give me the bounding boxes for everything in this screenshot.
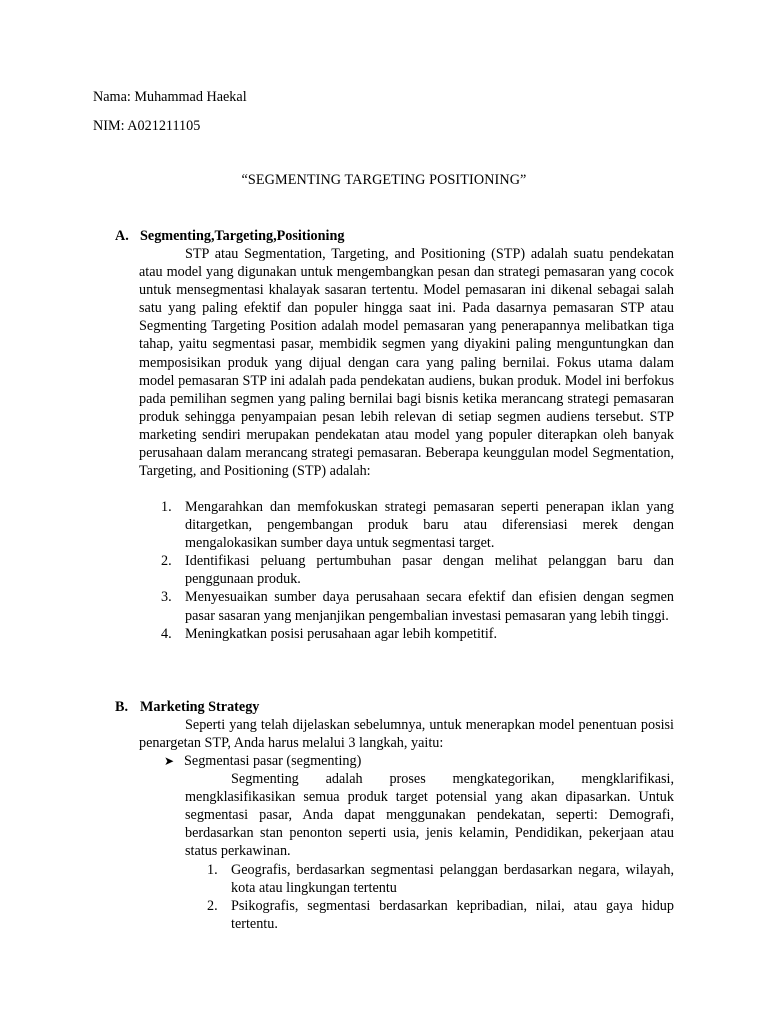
list-number: 1. — [161, 499, 172, 515]
section-b-title: Marketing Strategy — [140, 699, 260, 715]
list-number: 2. — [207, 898, 218, 915]
section-b-paragraph: Seperti yang telah dijelaskan sebelumnya, untuk menerapkan model penentuan posisi penargetan STP, Anda harus melalui 3 langkah, yaitu: — [139, 717, 674, 752]
segmenting-list — [185, 861, 674, 933]
list-text: Geografis, berdasarkan segmentasi pelanggan berdasarkan negara, wilayah, kota atau lingkungan tertentu — [231, 862, 674, 897]
list-text: Meningkatkan posisi perusahaan agar lebih kompetitif. — [185, 625, 498, 642]
list-text: Menyesuaikan sumber daya perusahaan secara efektif dan efisien dengan segmen pasar sasaran yang menjanjikan pengembalian investasi pemasaran yang lebih tinggi. — [185, 589, 674, 624]
list-number: 4. — [161, 625, 172, 642]
list-item — [185, 897, 674, 933]
list-item — [139, 625, 674, 643]
section-a-heading — [115, 227, 344, 245]
list-item — [185, 861, 674, 897]
segmenting-paragraph: Segmenting adalah proses mengkategorikan, mengklarifikasi, mengklasifikasikan semua produk target potensial yang akan dipasarkan. Untuk segmentasi pasar, Anda dapat menggunakan pendekatan, seperti: Demografi, berdasarkan stan penonton seperti usia, jenis kelamin, Pendidikan, pekerjaan atau status perkawinan. — [185, 771, 674, 860]
section-a-paragraph: STP atau Segmentation, Targeting, and Positioning (STP) adalah suatu pendekatan atau model yang digunakan untuk mengembangkan pesan dan strategi pemasaran yang cocok untuk mensegmentasi khalayak sasaran tertentu. Model pemasaran ini dikenal sebagai salah satu yang paling efektif dan populer hingga saat ini. Pada dasarnya pemasaran STP atau Segmenting Targeting Position adalah model pemasaran yang penerapannya melibatkan tiga tahap, yaitu segmentasi pasar, membidik segmen yang diyakini paling menguntungkan dan memposisikan produk yang dijual dengan cara yang paling bernilai. Fokus utama dalam model pemasaran STP ini adalah pada pendekatan audiens, bukan produk. Model ini berfokus pada pemilihan segmen yang paling bernilai bagi bisnis ketika merancang strategi pemasaran produk sehingga penyampaian pesan lebih relevan di setiap segmen audiens tersebut. STP marketing sendiri merupakan pendekatan atau model yang populer diterapkan oleh banyak perusahaan dalam merancang strategi pemasaran. Beberapa keunggulan model Segmentation, Targeting, and Positioning (STP) adalah: — [139, 246, 674, 480]
student-name: Nama: Muhammad Haekal — [93, 89, 247, 105]
student-nim: NIM: A021211105 — [93, 118, 201, 134]
arrow-bullet-icon: ➤ — [164, 754, 175, 768]
document-title: “SEGMENTING TARGETING POSITIONING” — [241, 172, 527, 188]
list-number: 2. — [161, 553, 172, 570]
list-number: 3. — [161, 589, 172, 606]
section-a-title: Segmenting,Targeting,Positioning — [140, 228, 345, 244]
list-item — [139, 498, 674, 552]
section-a-list — [139, 498, 674, 643]
bullet-item — [164, 752, 674, 770]
section-a-letter: A. — [115, 228, 129, 244]
bullet-text: Segmentasi pasar (segmenting) — [184, 753, 362, 769]
section-b-letter: B. — [115, 699, 129, 715]
list-item — [139, 588, 674, 624]
list-text: Mengarahkan dan memfokuskan strategi pemasaran seperti penerapan iklan yang ditargetkan, pengembangan produk baru atau diferensiasi merek dengan mengalokasikan sumber daya untuk segmentasi target. — [185, 499, 674, 552]
list-number: 1. — [207, 862, 218, 878]
section-b-heading — [115, 698, 259, 716]
list-text: Psikografis, segmentasi berdasarkan kepribadian, nilai, atau gaya hidup tertentu. — [231, 898, 674, 933]
list-item — [139, 552, 674, 588]
list-text: Identifikasi peluang pertumbuhan pasar dengan melihat pelanggan baru dan penggunaan produk. — [185, 553, 674, 588]
